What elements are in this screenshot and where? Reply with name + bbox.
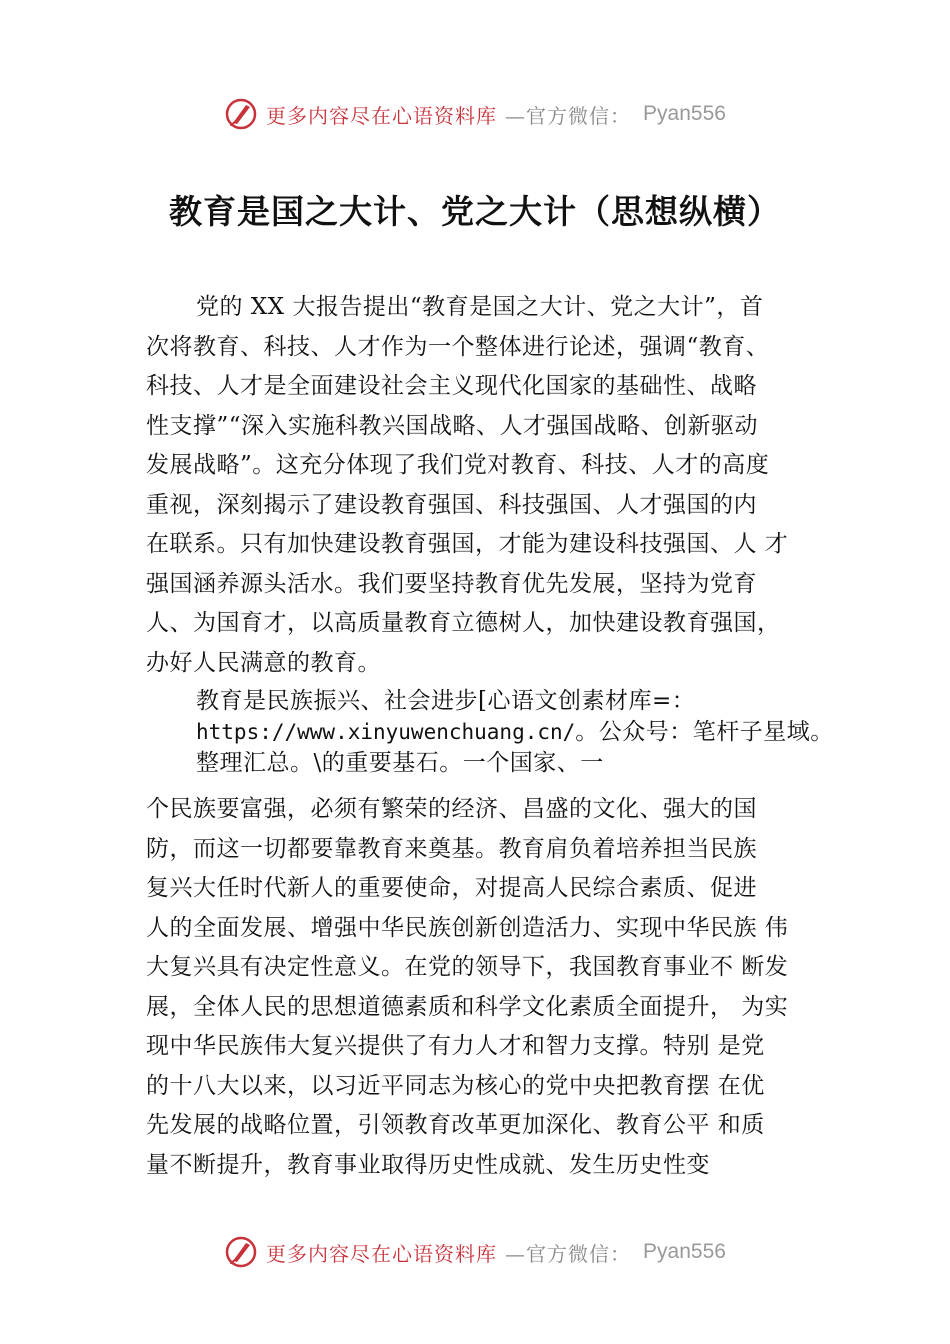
paragraph-line: 人、为国育才，以高质量教育立德树人，加快建设教育强国， (146, 610, 781, 636)
note-line: 教育是民族振兴、社会进步[心语文创素材库=： (196, 688, 696, 714)
watermark-separator: —官方微信： (505, 103, 632, 128)
paragraph-line: 性支撑”“深入实施科教兴国战略、人才强国战略、创新驱动 (146, 412, 759, 439)
paragraph-line: 量不断提升，教育事业取得历史性成就、发生历史性变 (146, 1151, 710, 1178)
paragraph-2 (146, 790, 846, 1185)
note-line (196, 717, 866, 748)
paragraph-line: 复兴大任时代新人的重要使命，对提高人民综合素质、促进 (146, 875, 757, 901)
note-suffix: 。公众号：笔杆子星域。 (575, 719, 834, 745)
paragraph-line: 防，而这一切都要靠教育来奠基。教育肩负着培养担当民族 (146, 835, 757, 862)
watermark-brand: 更多内容尽在心语资料库 (266, 1241, 498, 1266)
quill-logo-icon (224, 1235, 258, 1269)
paragraph-line: 个民族要富强，必须有繁荣的经济、昌盛的文化、强大的国 (146, 796, 757, 822)
paragraph-1 (146, 288, 846, 683)
watermark-wechat-id: Pyan556 (643, 102, 726, 125)
watermark-wechat-id: Pyan556 (643, 1240, 726, 1263)
quill-logo-icon (224, 97, 258, 131)
watermark-separator: —官方微信： (505, 1241, 632, 1266)
paragraph-line: 展，全体人民的思想道德素质和科学文化素质全面提升， 为实 (146, 993, 789, 1020)
page-title: 教育是国之大计、党之大计（思想纵横） (169, 192, 781, 231)
source-url-link[interactable]: https://www.xinyuwenchuang.cn/ (196, 720, 576, 744)
source-note (196, 686, 866, 779)
header-watermark (0, 94, 950, 134)
paragraph-line: 次将教育、科技、人才作为一个整体进行论述，强调“教育、 (146, 333, 770, 360)
paragraph-line: 重视，深刻揭示了建设教育强国、科技强国、人才强国的内 (146, 491, 757, 518)
paragraph-line: 人的全面发展、增强中华民族创新创造活力、实现中华民族 伟 (146, 914, 789, 941)
watermark-brand: 更多内容尽在心语资料库 (266, 103, 498, 128)
paragraph-line: 大复兴具有决定性意义。在党的领导下，我国教育事业不 断发 (146, 954, 789, 980)
footer-watermark (0, 1232, 950, 1272)
paragraph-line: 科技、人才是全面建设社会主义现代化国家的基础性、战略 (146, 373, 757, 399)
paragraph-line: 在联系。只有加快建设教育强国，才能为建设科技强国、人 才 (146, 531, 789, 557)
paragraph-line: 先发展的战略位置，引领教育改革更加深化、教育公平 和质 (146, 1112, 765, 1138)
paragraph-line: 现中华民族伟大复兴提供了有力人才和智力支撑。特别 是党 (146, 1033, 765, 1059)
paragraph-line: 党的 XX 大报告提出“教育是国之大计、党之大计”，首 (196, 294, 764, 320)
note-line: 整理汇总。\的重要基石。一个国家、一 (196, 750, 604, 776)
paragraph-line: 强国涵养源头活水。我们要坚持教育优先发展，坚持为党育 (146, 570, 757, 597)
paragraph-line: 办好人民满意的教育。 (146, 649, 381, 676)
paragraph-line: 的十八大以来，以习近平同志为核心的党中央把教育摆 在优 (146, 1072, 765, 1099)
paragraph-line: 发展战略”。这充分体现了我们党对教育、科技、人才的高度 (146, 452, 770, 478)
